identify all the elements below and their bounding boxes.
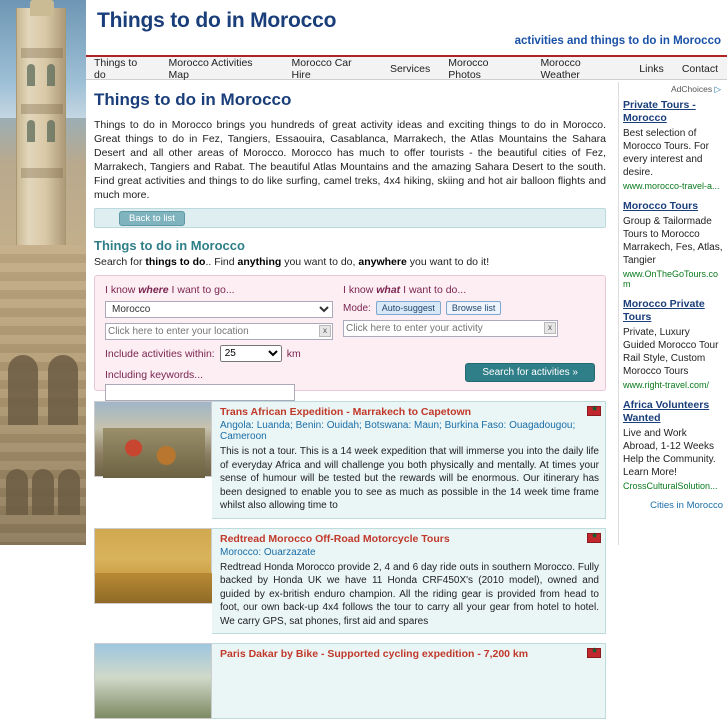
where-heading-em: where [138, 284, 169, 296]
mode-browse-list-button[interactable]: Browse list [446, 301, 502, 315]
search-lead-p1: things to do [145, 256, 206, 268]
search-what-column [343, 284, 558, 342]
list-item[interactable] [94, 643, 606, 719]
wall-illustration [0, 245, 86, 545]
back-to-list-button[interactable]: Back to list [119, 211, 185, 226]
clear-activity-icon[interactable]: x [544, 322, 556, 334]
ad-body: Private, Luxury Guided Morocco Tour Rail Style, Custom Morocco Tours [623, 327, 719, 377]
nav-item-weather[interactable]: Morocco Weather [540, 56, 581, 81]
listing-subtitle: Morocco: Ouarzazate [220, 546, 316, 558]
search-lead-text [94, 256, 606, 268]
listing-body [212, 401, 606, 519]
listing-description: This is not a tour. This is a 14 week expedition that will immerse you into the daily life of everyday Africa and will challenge you both physically and mentally. At times your sense of humour will be tested but the rewards will be enormous. Our itinerary has been designed to enable you to see as much as possible in the 14 week time frame whilst also allowing time to [220, 446, 599, 511]
where-heading-post: I want to go... [168, 284, 235, 296]
morocco-flag-icon [587, 533, 601, 543]
mode-label: Mode: [343, 302, 371, 314]
radius-select[interactable] [220, 345, 282, 362]
page-title: Things to do in Morocco [94, 90, 292, 109]
what-heading [343, 284, 558, 296]
search-where-column [105, 284, 333, 401]
clear-location-icon[interactable]: x [319, 325, 331, 337]
nav-item-services[interactable]: Services [389, 62, 431, 75]
listing-body [212, 528, 606, 635]
activity-row [343, 320, 558, 337]
keywords-label: Including keywords... [105, 369, 204, 381]
where-heading-pre: I know [105, 284, 139, 296]
back-to-list-bar [94, 208, 606, 228]
listing-title[interactable]: Redtread Morocco Off-Road Motorcycle Tours [220, 532, 450, 545]
adchoices-info-icon[interactable]: ▷ [714, 84, 721, 94]
mode-auto-suggest-button[interactable]: Auto-suggest [376, 301, 441, 315]
listing-thumbnail[interactable] [94, 401, 212, 477]
keywords-input[interactable] [105, 384, 295, 401]
listing-subtitle: Angola: Luanda; Benin: Ouidah; Botswana: Maun; Burkina Faso: Ouagadougou; Cameroon [220, 420, 576, 442]
site-header [86, 0, 727, 56]
location-input[interactable] [105, 323, 333, 340]
nav-item-contact[interactable]: Contact [681, 62, 718, 75]
search-lead-p0: Search for [94, 256, 146, 268]
main-nav [86, 57, 727, 80]
intro-paragraph: Things to do in Morocco brings you hundreds of great activity ideas and exciting things to do in Morocco. Great things to do in Fez, Tangiers, Essaouira, Casablanca, Marrakech, the Atlas Mountains the Sahara Desert and all other areas of Morocco. Morocco has much to offer tourists - the beautiful cities of Fez, Marrakech, Tangiers and Rabat. The beautiful Atlas Mountains and the amazing Sahara Desert to the south. Find great activities and things to do like surfing, camel treks, 4x4 hiking, skiing and hot air balloon flights and much more. [94, 119, 606, 201]
section-title: Things to do in Morocco [94, 238, 245, 253]
country-select[interactable] [105, 301, 333, 318]
search-lead-p6: you want to do it! [406, 256, 490, 268]
ad-item[interactable] [623, 399, 723, 491]
what-heading-post: I want to do... [400, 284, 467, 296]
search-lead-p5: anywhere [358, 256, 407, 268]
listing-description: Redtread Honda Morocco provide 2, 4 and 6 day ride outs in southern Morocco. Fully backed by Honda UK we have 11 Honda CRF450X's (2010 model), owned and guided by ex-british enduro champion. All the riding gear is provided from head to foot, our own back-up 4x4 follows the tour to carry all your gear from hotel to hotel. We carry GPS, sat phones, first aid and spares [220, 561, 599, 627]
ad-title[interactable]: Private Tours - Morocco [623, 99, 696, 124]
ad-url: www.OnTheGoTours.com [623, 269, 719, 289]
morocco-flag-icon [587, 648, 601, 658]
ad-item[interactable] [623, 298, 723, 390]
ad-url: www.right-travel.com/ [623, 380, 710, 390]
nav-item-links[interactable]: Links [639, 62, 664, 75]
ads-sidebar [618, 82, 727, 545]
listing-title[interactable]: Trans African Expedition - Marrakech to Capetown [220, 406, 472, 418]
ad-title[interactable]: Morocco Tours [623, 200, 699, 212]
where-heading [105, 284, 333, 296]
list-item[interactable] [94, 401, 606, 519]
location-row [105, 323, 333, 340]
nav-item-photos[interactable]: Morocco Photos [448, 56, 489, 81]
ad-body: Group & Tailormade Tours to Morocco Marrakech, Fes, Atlas, Tangier [623, 216, 723, 266]
search-lead-p3: anything [237, 256, 282, 268]
nav-item-things-to-do[interactable]: Things to do [94, 56, 138, 81]
ad-url: www.morocco-travel-a... [623, 181, 720, 191]
decorative-photo-strip [0, 0, 86, 545]
radius-label: Include activities within: [105, 347, 215, 360]
nav-item-activities-map[interactable]: Morocco Activities Map [168, 56, 253, 81]
list-item[interactable] [94, 528, 606, 635]
mode-row [343, 301, 558, 315]
morocco-flag-icon [587, 406, 601, 416]
adchoices-text: AdChoices [670, 84, 713, 94]
site-tagline: activities and things to do in Morocco [514, 35, 721, 47]
nav-item-car-hire[interactable]: Morocco Car Hire [291, 56, 352, 81]
ad-body: Best selection of Morocco Tours. For every interest and desire. [623, 128, 709, 178]
listing-title[interactable]: Paris Dakar by Bike - Supported cycling expedition - 7,200 km [220, 648, 529, 660]
listing-body [212, 643, 606, 719]
site-title: Things to do in Morocco [97, 9, 337, 32]
listing-thumbnail[interactable] [94, 528, 212, 604]
activity-input[interactable] [343, 320, 558, 337]
ad-title[interactable]: Morocco Private Tours [623, 298, 705, 323]
main-content [86, 82, 614, 728]
search-lead-p2: .. Find [205, 256, 238, 268]
search-lead-p4: you want to do, [281, 256, 359, 268]
radius-unit: km [286, 347, 301, 360]
ad-item[interactable] [623, 99, 723, 191]
what-heading-em: what [376, 284, 401, 296]
adchoices-label[interactable] [623, 82, 723, 99]
ad-url: CrossCulturalSolution... [623, 481, 718, 491]
minaret-illustration [16, 8, 66, 258]
search-panel [94, 275, 606, 391]
cities-in-morocco-link[interactable]: Cities in Morocco [650, 500, 723, 511]
ad-item[interactable] [623, 200, 723, 289]
ad-body: Live and Work Abroad, 1-12 Weeks Help the Community. Learn More! [623, 428, 716, 478]
listing-thumbnail[interactable] [94, 643, 212, 719]
listing-results [94, 401, 606, 719]
radius-row [105, 345, 333, 362]
country-row [105, 301, 333, 318]
search-activities-button[interactable]: Search for activities » [465, 363, 595, 382]
what-heading-pre: I know [343, 284, 377, 296]
ad-title[interactable]: Africa Volunteers Wanted [623, 399, 710, 424]
